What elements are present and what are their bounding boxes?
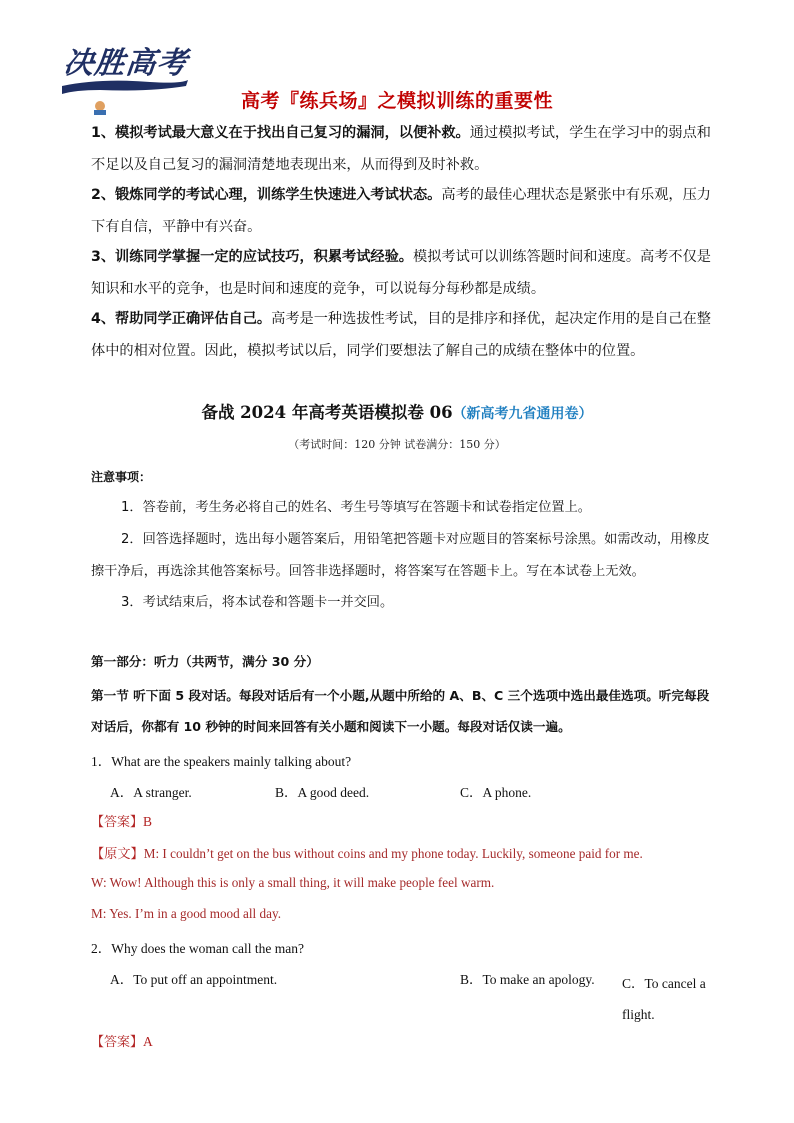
point-2 xyxy=(91,180,713,243)
part1-heading: 第一部分：听力（共两节，满分 30 分） xyxy=(91,654,319,669)
point-1 xyxy=(91,118,713,181)
question-1-stem: 1．What are the speakers mainly talking about? xyxy=(91,754,352,769)
question-2-answer xyxy=(91,1031,153,1050)
question-1-script-line-2: W: Wow! Although this is only a small thing, it will make people feel warm. xyxy=(91,875,495,890)
banner-title: 高考『练兵场』之模拟训练的重要性 xyxy=(240,90,553,112)
exam-title-main: 备战 2024 年高考英语模拟卷 06 xyxy=(201,403,453,422)
point-1-body: 通过模拟考试，学生在学习中的弱点和不足以及自己复习的漏洞清楚地表现出来，从而得到及时补救。 xyxy=(91,125,711,173)
question-1-option-c: C．A phone. xyxy=(460,785,532,800)
point-2-body: 高考的最佳心理状态是紧张中有乐观，压力下有自信，平静中有兴奋。 xyxy=(91,187,711,235)
question-2-stem: 2．Why does the woman call the man? xyxy=(91,941,304,956)
notice-item-2: 2．回答选择题时，选出每小题答案后，用铅笔把答题卡对应题目的答案标号涂黑。如需改动，用橡皮擦干净后，再选涂其他答案标号。回答非选择题时，将答案写在答题卡上。写在本试卷上无效。 xyxy=(91,532,710,579)
question-1-option-b: B．A good deed. xyxy=(275,785,370,800)
notice-item-1: 1．答卷前，考生务必将自己的姓名、考生号等填写在答题卡和试卷指定位置上。 xyxy=(121,500,591,515)
point-1-lead: 1、模拟考试最大意义在于找出自己复习的漏洞，以便补救。 xyxy=(91,125,470,141)
answer-value: A xyxy=(143,1034,153,1049)
answer-value: B xyxy=(143,814,153,829)
point-3 xyxy=(91,242,713,305)
question-1-option-a: A．A stranger. xyxy=(110,785,192,800)
point-3-body: 模拟考试可以训练答题时间和速度。高考不仅是知识和水平的竞争，也是时间和速度的竞争，可以说每分每秒都是成绩。 xyxy=(91,249,711,297)
notice-heading: 注意事项： xyxy=(91,470,152,484)
exam-title xyxy=(0,399,794,423)
point-4-body: 高考是一种选拔性考试，目的是排序和择优，起决定作用的是自己在整体中的相对位置。因此，模拟考试以后，同学们要想法了解自己的成绩在整体中的位置。 xyxy=(91,311,711,359)
script-label: 【原文】 xyxy=(91,846,144,861)
question-2-option-b: B．To make an apology. xyxy=(460,972,595,987)
point-4-lead: 4、帮助同学正确评估自己。 xyxy=(91,311,272,327)
question-1-answer xyxy=(91,811,152,830)
answer-label: 【答案】 xyxy=(91,815,144,830)
question-1-script-line-3: M: Yes. I’m in a good mood all day. xyxy=(91,906,281,921)
question-1-script-line-1 xyxy=(91,843,643,862)
exam-title-subtitle: （新高考九省通用卷） xyxy=(452,406,593,422)
script-line: M: I couldn’t get on the bus without coins and my phone today. Luckily, someone paid for me. xyxy=(143,846,643,861)
notice-item-3: 3．考试结束后，将本试卷和答题卡一并交回。 xyxy=(121,595,394,610)
point-4 xyxy=(91,304,713,367)
part1-section1-instructions: 第一节 听下面 5 段对话。每段对话后有一个小题,从题中所给的 A、B、C 三个选项中选出最佳选项。听完每段对话后，你都有 10 秒钟的时间来回答有关小题和阅读下一小题。每段对话仅读一遍。 xyxy=(91,688,710,734)
logo-text: 决胜高考 xyxy=(61,46,190,81)
answer-label: 【答案】 xyxy=(91,1035,144,1050)
exam-meta: （考试时间：120 分钟 试卷满分：150 分） xyxy=(288,438,506,451)
point-3-lead: 3、训练同学掌握一定的应试技巧，积累考试经验。 xyxy=(91,249,413,265)
question-2-option-c: C．To cancel a flight. xyxy=(622,976,706,1022)
question-2-option-a: A．To put off an appointment. xyxy=(110,972,278,987)
point-2-lead: 2、锻炼同学的考试心理，训练学生快速进入考试状态。 xyxy=(91,187,442,203)
